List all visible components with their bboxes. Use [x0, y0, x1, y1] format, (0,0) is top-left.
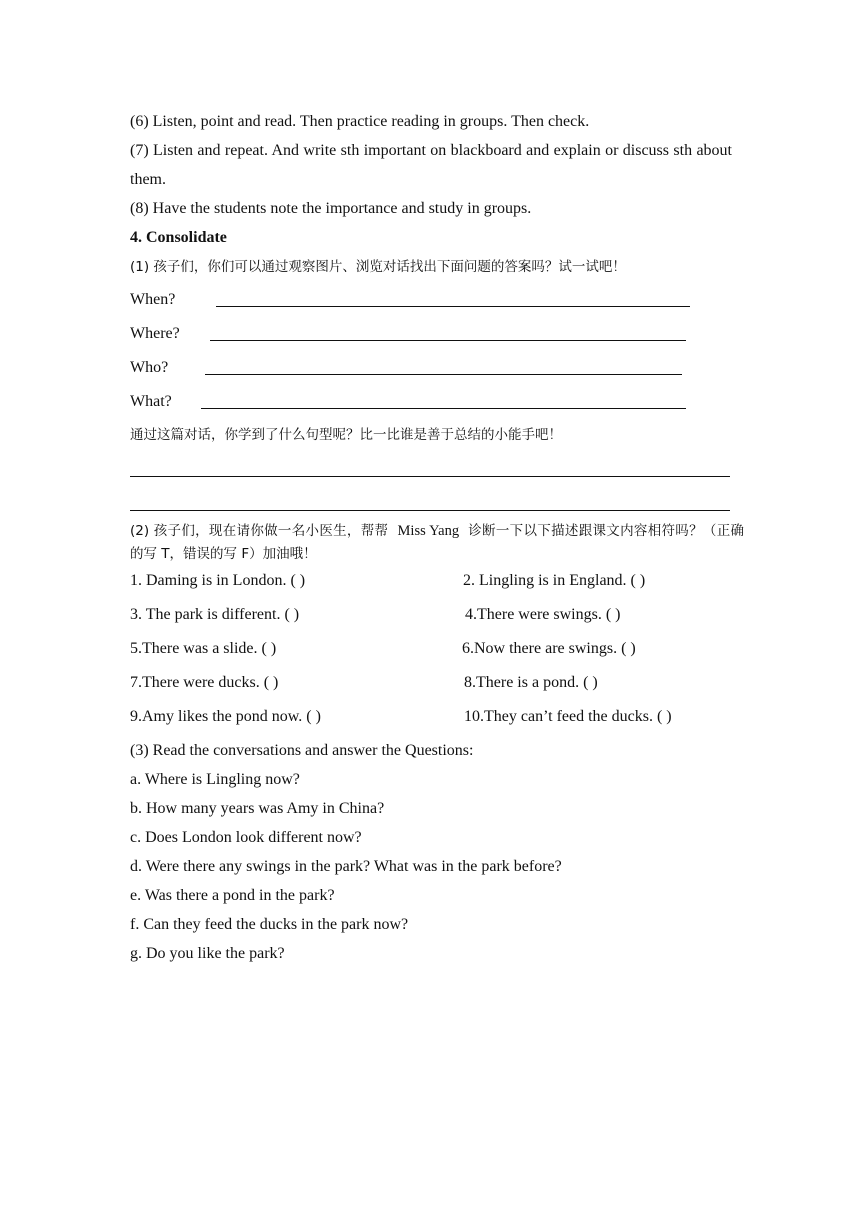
teacher-name: Miss Yang [397, 523, 460, 539]
tf-item-8: 8.There is a pond. ( ) [464, 674, 598, 691]
tf-item-5: 5.There was a slide. ( ) [130, 640, 277, 657]
what-answer-line[interactable] [201, 408, 686, 409]
question-g: g. Do you like the park? [130, 945, 285, 962]
tf-item-3: 3. The park is different. ( ) [130, 606, 300, 623]
tf-item-7: 7.There were ducks. ( ) [130, 674, 279, 691]
tf-item-1: 1. Daming is in London. ( ) [130, 572, 306, 589]
what-label: What? [130, 393, 172, 410]
tf-item-10: 10.They can’t feed the ducks. ( ) [464, 708, 672, 725]
question-c: c. Does London look different now? [130, 829, 362, 846]
tf-item-6: 6.Now there are swings. ( ) [462, 640, 636, 657]
question-b: b. How many years was Amy in China? [130, 800, 385, 817]
summary-answer-line-2[interactable] [130, 510, 730, 511]
question-a: a. Where is Lingling now? [130, 771, 300, 788]
where-label: Where? [130, 325, 180, 342]
tf-item-4: 4.There were swings. ( ) [465, 606, 621, 623]
who-answer-line[interactable] [205, 374, 682, 375]
question-3-intro: (3) Read the conversations and answer the Questions: [130, 742, 474, 759]
question-2-intro-part-b: 诊断一下以下描述跟课文内容相符吗？（正确的写 T，错误的写 F）加油哦！ [130, 523, 744, 562]
step-7: (7) Listen and repeat. And write sth important on blackboard and explain or discuss sth about them. [130, 142, 732, 188]
question-1-intro: (1) 孩子们，你们可以通过观察图片、浏览对话找出下面问题的答案吗？试一试吧！ [130, 259, 626, 275]
step-8: (8) Have the students note the importance and study in groups. [130, 200, 532, 217]
question-f: f. Can they feed the ducks in the park now? [130, 916, 409, 933]
who-label: Who? [130, 359, 169, 376]
tf-item-9: 9.Amy likes the pond now. ( ) [130, 708, 321, 725]
where-answer-line[interactable] [210, 340, 686, 341]
tf-item-2: 2. Lingling is in England. ( ) [463, 572, 646, 589]
when-answer-line[interactable] [216, 306, 690, 307]
summary-answer-line-1[interactable] [130, 476, 730, 477]
consolidate-heading: 4. Consolidate [130, 229, 227, 246]
question-2-intro [130, 520, 744, 566]
question-2-intro-part-a: (2) 孩子们，现在请你做一名小医生，帮帮 [130, 523, 389, 539]
question-d: d. Were there any swings in the park? What was in the park before? [130, 858, 562, 875]
when-label: When? [130, 291, 176, 308]
step-6: (6) Listen, point and read. Then practice reading in groups. Then check. [130, 113, 590, 130]
summary-prompt: 通过这篇对话，你学到了什么句型呢？比一比谁是善于总结的小能手吧！ [130, 427, 562, 443]
question-e: e. Was there a pond in the park? [130, 887, 335, 904]
